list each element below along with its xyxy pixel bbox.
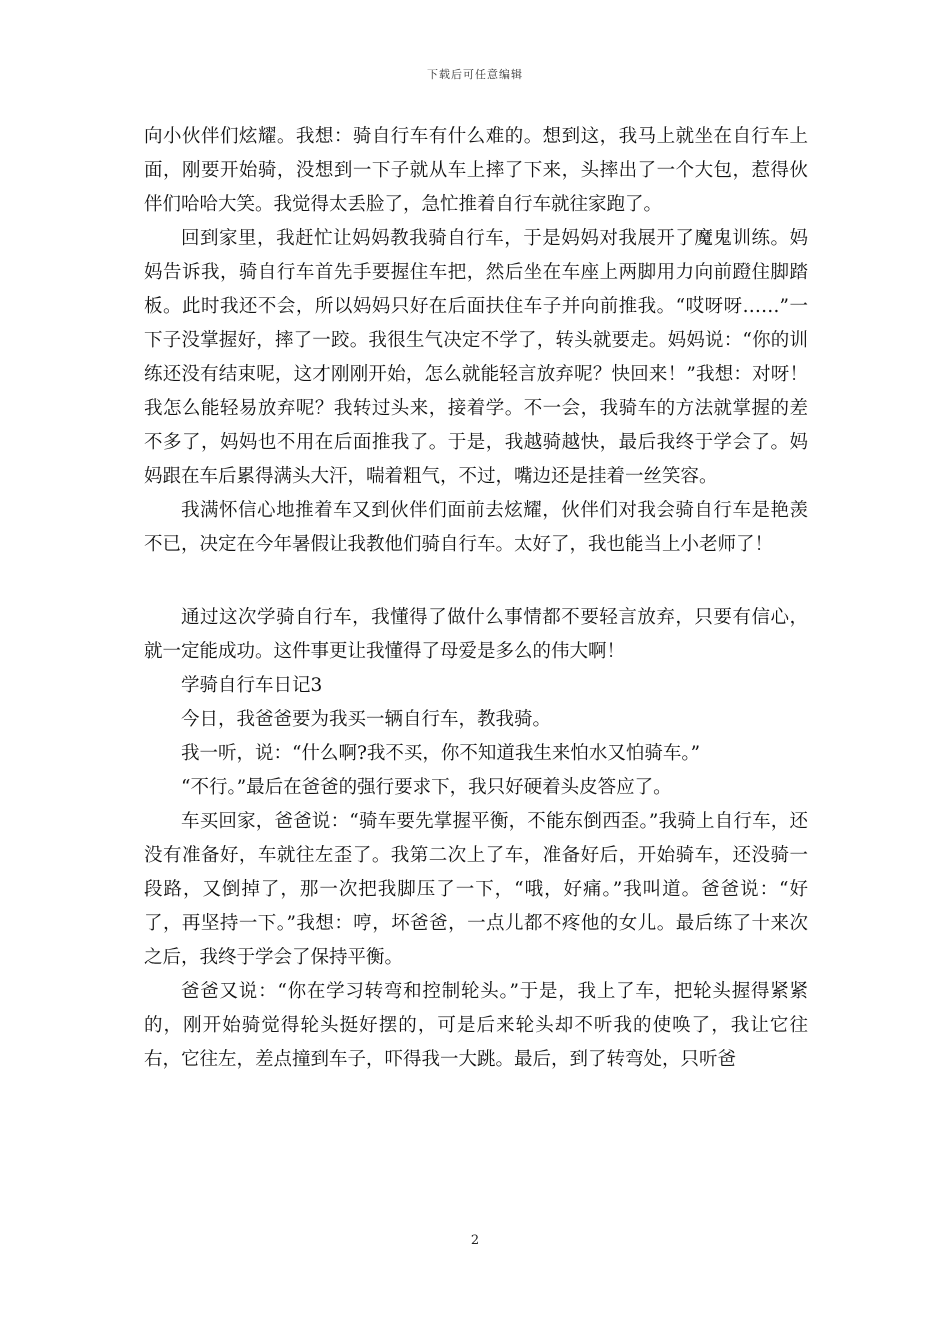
paragraph: 我一听，说：“什么啊?我不买，你不知道我生来怕水又怕骑车。” xyxy=(181,743,701,764)
paragraph: 今日，我爸爸要为我买一辆自行车，教我骑。 xyxy=(181,709,552,730)
paragraph: “不行。”最后在爸爸的强行要求下，我只好硬着头皮答应了。 xyxy=(181,777,672,798)
page-number: 2 xyxy=(470,1233,480,1248)
paragraph: 回到家里，我赶忙让妈妈教我骑自行车，于是妈妈对我展开了魔鬼训练。妈妈告诉我，骑自行车首先手要握住车把，然后坐在车座上两脚用力向前蹬住脚踏板。此时我还不会，所以妈妈只好在后面扶住车子并向前推我。“哎呀呀……”一下子没掌握好，摔了一跤。我很生气决定不学了，转头就要走。妈妈说：“你的训练还没有结束呢，这才刚刚开始，怎么就能轻言放弃呢？快回来！”我想：对呀！我怎么能轻易放弃呢？我转过头来，接着学。不一会，我骑车的方法就掌握的差不多了，妈妈也不用在后面推我了。于是，我越骑越快，最后我终于学会了。妈妈跟在车后累得满头大汗，喘着粗气，不过，嘴边还是挂着一丝笑容。 xyxy=(144,228,808,487)
paragraph: 爸爸又说：“你在学习转弯和控制轮头。”于是，我上了车，把轮头握得紧紧的，刚开始骑觉得轮头挺好摆的，可是后来轮头却不听我的使唤了，我让它往右，它往左，差点撞到车子，吓得我一大跳。最后，到了转弯处，只听爸 xyxy=(144,981,808,1070)
page-header: 下载后可任意编辑 xyxy=(427,68,523,81)
paragraph: 通过这次学骑自行车，我懂得了做什么事情都不要轻言放弃，只要有信心，就一定能成功。这件事更让我懂得了母爱是多么的伟大啊！ xyxy=(144,607,808,662)
document-body xyxy=(144,120,808,1077)
paragraph: 向小伙伴们炫耀。我想：骑自行车有什么难的。想到这，我马上就坐在自行车上面，刚要开始骑，没想到一下子就从车上摔了下来，头摔出了一个大包，惹得伙伴们哈哈大笑。我觉得太丢脸了，急忙推着自行车就往家跑了。 xyxy=(144,126,808,215)
blank-line xyxy=(144,562,808,601)
paragraph: 车买回家，爸爸说：“骑车要先掌握平衡，不能东倒西歪。”我骑上自行车，还没有准备好，车就往左歪了。我第二次上了车，准备好后，开始骑车，还没骑一段路，又倒掉了，那一次把我脚压了一下，“哦，好痛。”我叫道。爸爸说：“好了，再坚持一下。”我想：哼，坏爸爸，一点儿都不疼他的女儿。最后练了十来次之后，我终于学会了保持平衡。 xyxy=(144,811,808,968)
section-heading: 学骑自行车日记3 xyxy=(181,675,323,696)
paragraph: 我满怀信心地推着车又到伙伴们面前去炫耀，伙伴们对我会骑自行车是艳羡不已，决定在今年暑假让我教他们骑自行车。太好了，我也能当上小老师了！ xyxy=(144,500,808,555)
